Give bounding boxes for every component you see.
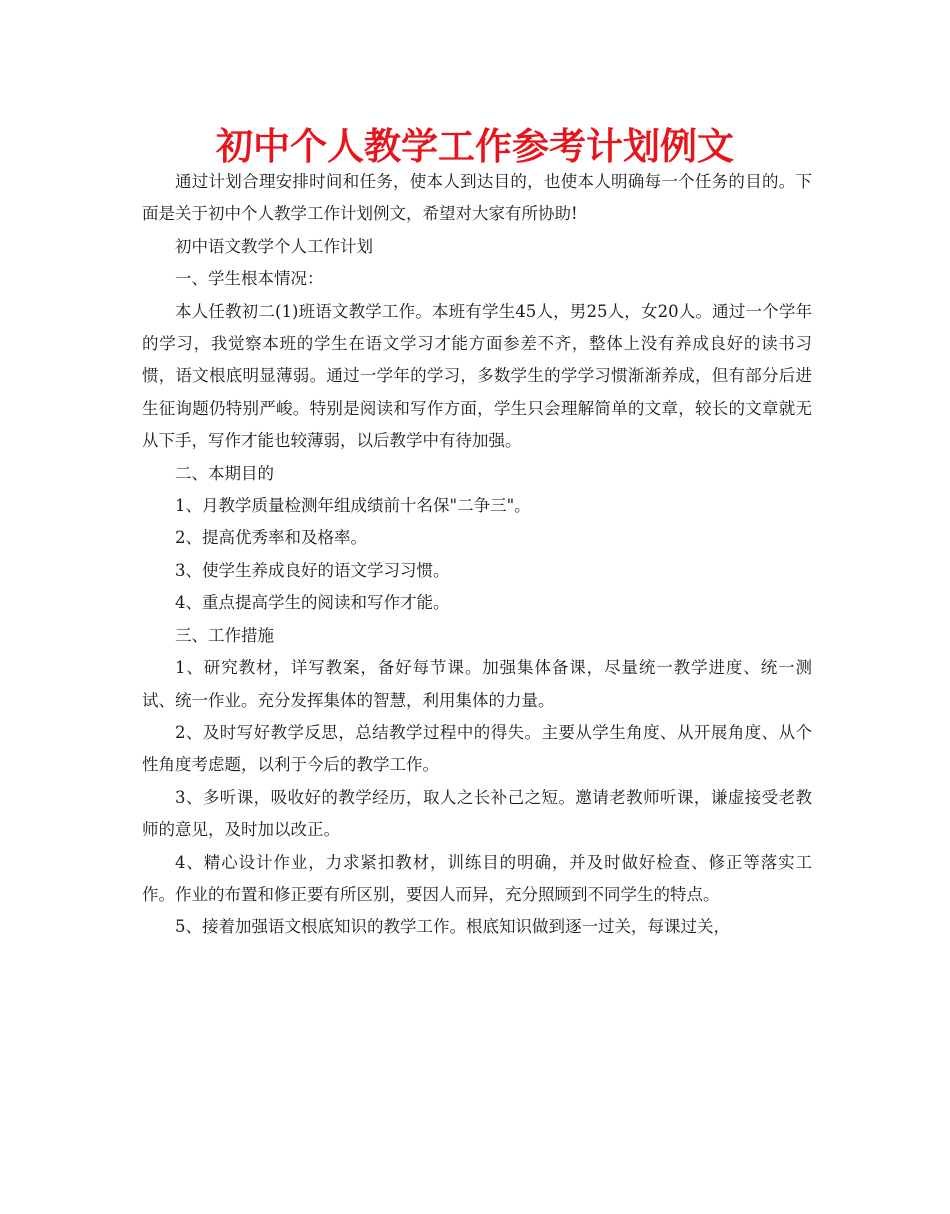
paragraph-intro: 通过计划合理安排时间和任务，使本人到达目的，也使本人明确每一个任务的目的。下面是关于初中个人教学工作计划例文，希望对大家有所协助! <box>142 172 812 224</box>
section-heading-3: 三、工作措施 <box>175 625 274 645</box>
measure-item-1: 1、研究教材，详写教案，备好每节课。加强集体备课，尽量统一教学进度、统一测试、统一作业。充分发挥集体的智慧，利用集体的力量。 <box>142 658 812 710</box>
paragraph-student-situation: 本人任教初二(1)班语文教学工作。本班有学生45人，男25人，女20人。通过一个学年的学习，我觉察本班的学生在语文学习才能方面参差不齐，整体上没有养成良好的读书习惯，语文根底明显薄弱。通过一学年的学习，多数学生的学学习惯渐渐养成，但有部分后进生征询题仍特别严峻。特别是阅读和写作方面，学生只会理解简单的文章，较长的文章就无从下手，写作才能也较薄弱，以后教学中有待加强。 <box>142 301 812 451</box>
goal-item-4: 4、重点提高学生的阅读和写作才能。 <box>175 593 450 613</box>
measure-item-3: 3、多听课，吸收好的教学经历，取人之长补己之短。邀请老教师听课，谦虚接受老教师的意见，及时加以改正。 <box>142 787 812 840</box>
paragraph-plan-heading: 初中语文教学个人工作计划 <box>175 236 373 256</box>
section-heading-2: 二、本期目的 <box>175 463 274 483</box>
measure-item-5: 5、接着加强语文根底知识的教学工作。根底知识做到逐一过关，每课过关， <box>175 917 730 937</box>
section-heading-1: 一、学生根本情况： <box>175 269 324 289</box>
goal-item-1: 1、月教学质量检测年组成绩前十名保"二争三"。 <box>175 496 531 516</box>
document-title: 初中个人教学工作参考计划例文 <box>216 125 734 168</box>
measure-item-4: 4、精心设计作业，力求紧扣教材，训练目的明确，并及时做好检查、修正等落实工作。作业的布置和修正要有所区别，要因人而异，充分照顾到不同学生的特点。 <box>142 852 812 904</box>
measure-item-2: 2、及时写好教学反思，总结教学过程中的得失。主要从学生角度、从开展角度、从个性角度考虑题，以利于今后的教学工作。 <box>142 722 812 775</box>
goal-item-2: 2、提高优秀率和及格率。 <box>175 528 367 548</box>
document-body <box>142 166 812 944</box>
goal-item-3: 3、使学生养成良好的语文学习习惯。 <box>175 560 450 580</box>
